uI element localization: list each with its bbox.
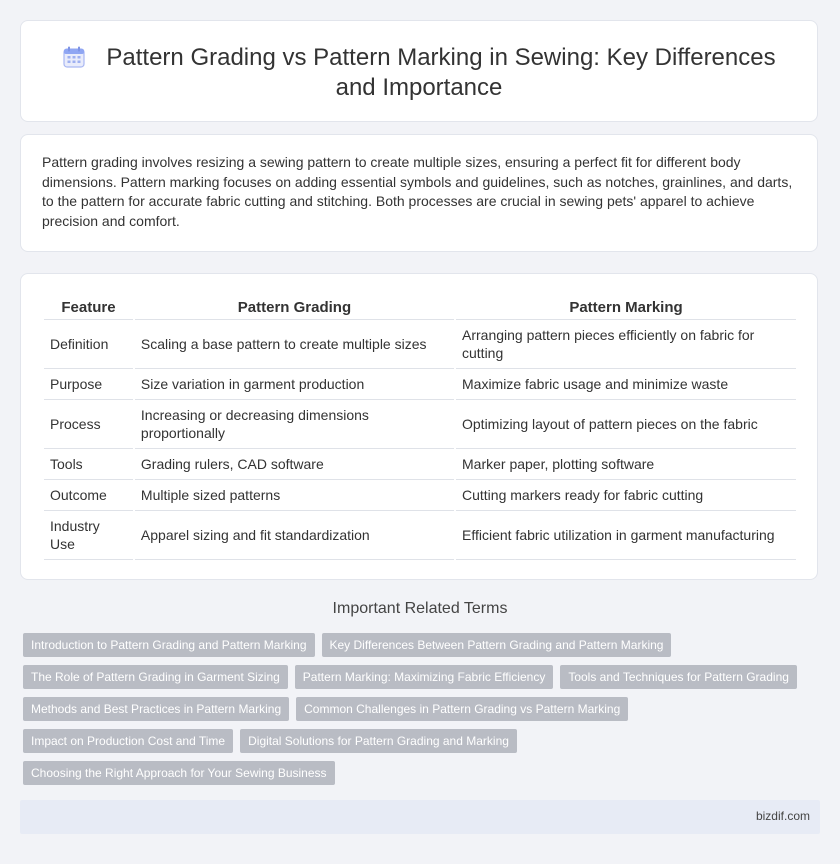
row-marking: Maximize fabric usage and minimize waste (456, 369, 796, 400)
table-row (44, 320, 796, 369)
row-feature: Process (44, 400, 133, 449)
page-title: Pattern Grading vs Pattern Marking in Sewing: Key Differences and Importance (106, 44, 776, 101)
header-card (20, 20, 818, 122)
related-term-tag[interactable]: Key Differences Between Pattern Grading and Pattern Marking (322, 633, 672, 657)
row-marking: Arranging pattern pieces efficiently on fabric for cutting (456, 320, 796, 369)
related-term-tag[interactable]: Pattern Marking: Maximizing Fabric Efficiency (295, 665, 554, 689)
footer (20, 800, 820, 834)
intro-paragraph: Pattern grading involves resizing a sewing pattern to create multiple sizes, ensuring a perfect fit for different body dimensions. Pattern marking focuses on adding essential symbols and guidelines, such as notches, grainlines, and darts, to the pattern for accurate fabric cutting and stitching. Both processes are crucial in sewing pets' apparel to achieve precision and comfort. (42, 154, 793, 229)
table-row (44, 480, 796, 511)
row-feature: Outcome (44, 480, 133, 511)
row-grading: Apparel sizing and fit standardization (135, 511, 454, 560)
row-feature: Industry Use (44, 511, 133, 560)
row-marking: Marker paper, plotting software (456, 449, 796, 480)
related-term-tag[interactable]: Choosing the Right Approach for Your Sewing Business (23, 761, 335, 785)
row-marking: Optimizing layout of pattern pieces on the fabric (456, 400, 796, 449)
related-term-tag[interactable]: The Role of Pattern Grading in Garment Sizing (23, 665, 288, 689)
table-row (44, 400, 796, 449)
row-marking: Efficient fabric utilization in garment manufacturing (456, 511, 796, 560)
table-row (44, 511, 796, 560)
related-term-tag[interactable]: Common Challenges in Pattern Grading vs Pattern Marking (296, 697, 628, 721)
intro-card (20, 134, 818, 252)
related-term-tag[interactable]: Impact on Production Cost and Time (23, 729, 233, 753)
row-grading: Multiple sized patterns (135, 480, 454, 511)
row-grading: Size variation in garment production (135, 369, 454, 400)
header-pattern-marking: Pattern Marking (456, 295, 796, 320)
row-feature: Purpose (44, 369, 133, 400)
calendar-icon (62, 45, 86, 69)
comparison-table (42, 295, 798, 560)
row-grading: Increasing or decreasing dimensions proportionally (135, 400, 454, 449)
table-row (44, 369, 796, 400)
row-feature: Definition (44, 320, 133, 369)
row-grading: Scaling a base pattern to create multiple sizes (135, 320, 454, 369)
related-terms-list (23, 633, 813, 793)
header-pattern-grading: Pattern Grading (135, 295, 454, 320)
related-term-tag[interactable]: Digital Solutions for Pattern Grading and Marking (240, 729, 517, 753)
related-terms-heading: Important Related Terms (332, 600, 508, 617)
comparison-card (20, 273, 818, 580)
row-grading: Grading rulers, CAD software (135, 449, 454, 480)
header-feature: Feature (44, 295, 133, 320)
related-term-tag[interactable]: Methods and Best Practices in Pattern Marking (23, 697, 289, 721)
row-marking: Cutting markers ready for fabric cutting (456, 480, 796, 511)
footer-site-link[interactable]: bizdif.com (755, 809, 810, 823)
table-row (44, 449, 796, 480)
header (21, 43, 817, 103)
table-header-row (44, 295, 796, 320)
related-term-tag[interactable]: Introduction to Pattern Grading and Pattern Marking (23, 633, 315, 657)
related-term-tag[interactable]: Tools and Techniques for Pattern Grading (560, 665, 797, 689)
row-feature: Tools (44, 449, 133, 480)
